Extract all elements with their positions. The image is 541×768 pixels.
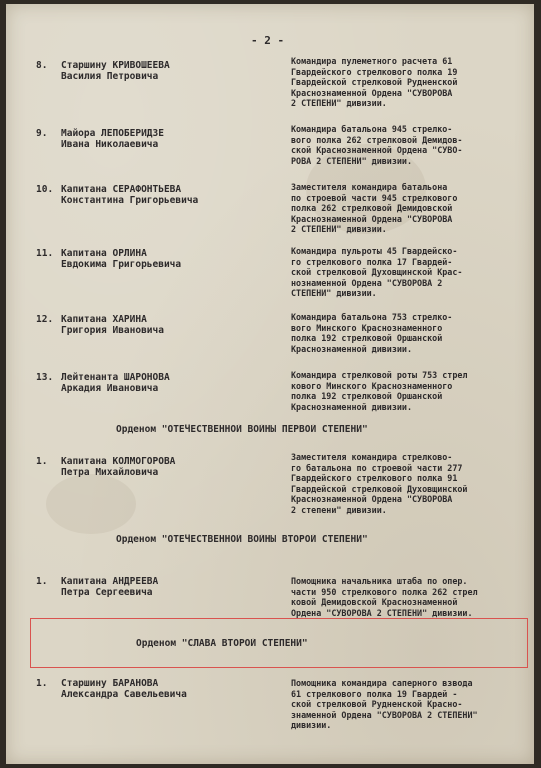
recipient-name: Старшину КРИВОШЕЕВА Василия Петровича [61,60,170,82]
award-heading: Орденом "ОТЕЧЕСТВЕННОЙ ВОЙНЫ ПЕРВОЙ СТЕПЕНИ" [116,424,368,435]
recipient-position: Командира пулеметного расчета 61 Гвардейского стрелкового полка 19 Гвардейской стрелковой Рудненской Краснознаменной Ордена "СУВОРОВА 2 СТЕПЕНИ" дивизии. [291,56,458,108]
recipient-name: Лейтенанта ШАРОНОВА Аркадия Ивановича [61,372,170,394]
recipient-position: Командира пульроты 45 Гвардейско- го стрелкового полка 17 Гвардей- ской стрелковой Духовщинской Крас- нознаменной Ордена "СУВОРОВА 2 СТЕПЕНИ" дивизии. [291,246,463,298]
recipient-name: Майора ЛЕПОБЕРИДЗЕ Ивана Николаевича [61,128,164,150]
entry-number: 1. [36,576,48,587]
entry-number: 1. [36,456,48,467]
paper-stain [46,474,136,534]
recipient-position: Командира батальона 945 стрелко- вого полка 262 стрелковой Демидов- ской Краснознаменной Ордена "СУВО- РОВА 2 СТЕПЕНИ" дивизии. [291,124,463,166]
recipient-position: Командира батальона 753 стрелко- вого Минского Краснознаменного полка 192 стрелковой Оршанской Краснознаменной дивизии. [291,312,453,354]
entry-number: 1. [36,678,48,689]
document-page [6,4,534,764]
recipient-name: Капитана КОЛМОГОРОВА Петра Михайловича [61,456,176,478]
page-number: - 2 - [251,34,285,47]
award-heading: Орденом "СЛАВА ВТОРОЙ СТЕПЕНИ" [136,638,308,649]
recipient-position: Помощника начальника штаба по опер. части 950 стрелкового полка 262 стрел ковой Демидовской Краснознаменной Ордена "СУВОРОВА 2 СТЕПЕНИ" дивизии. [291,576,478,618]
recipient-name: Старшину БАРАНОВА Александра Савельевича [61,678,187,700]
entry-number: 9. [36,128,48,139]
entry-number: 11. [36,248,54,259]
recipient-name: Капитана ХАРИНА Григория Ивановича [61,314,164,336]
entry-number: 12. [36,314,54,325]
recipient-name: Капитана АНДРЕЕВА Петра Сергеевича [61,576,159,598]
award-heading: Орденом "ОТЕЧЕСТВЕННОЙ ВОЙНЫ ВТОРОЙ СТЕПЕНИ" [116,534,368,545]
recipient-name: Капитана ОРЛИНА Евдокима Григорьевича [61,248,182,270]
entry-number: 13. [36,372,54,383]
recipient-position: Заместителя командира батальона по строевой части 945 стрелкового полка 262 стрелковой Демидовской Краснознаменной Ордена "СУВОРОВА 2 СТЕПЕНИ" дивизии. [291,182,458,234]
recipient-position: Помощника командира саперного взвода 61 стрелкового полка 19 Гвардей - ской стрелковой Рудненской Красно- знаменной Ордена "СУВОРОВА 2 СТЕПЕНИ" дивизии. [291,678,478,730]
entry-number: 10. [36,184,54,195]
recipient-position: Командира стрелковой роты 753 стрел кового Минского Краснознаменного полка 192 стрелковой Оршанской Краснознаменной дивизии. [291,370,468,412]
recipient-name: Капитана СЕРАФОНТЬЕВА Константина Григорьевича [61,184,199,206]
entry-number: 8. [36,60,48,71]
recipient-position: Заместителя командира стрелково- го батальона по строевой части 277 Гвардейского стрелкового полка 91 Гвардейской стрелковой Духовщинской Краснознаменной Ордена "СУВОРОВА 2 степени" дивизии. [291,452,468,515]
